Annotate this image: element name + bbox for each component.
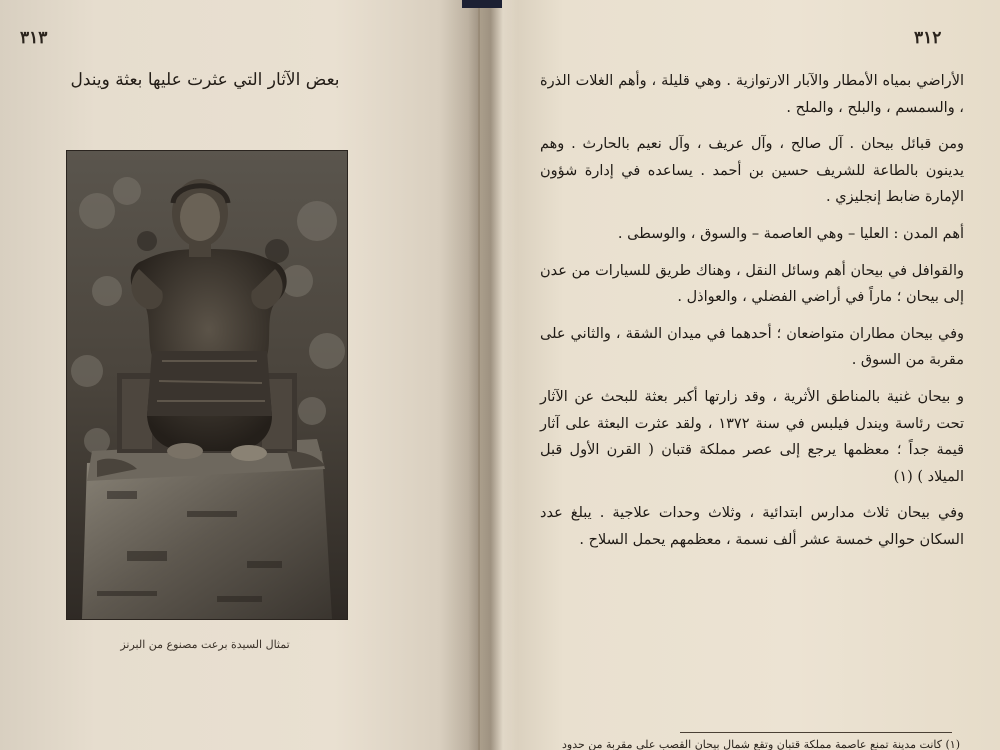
- paragraph: ومن قبائل بيحان . آل صالح ، وآل عريف ، وآل نعيم بالحارث . وهم يدينون بالطاعة للشريف حسين بن أحمد . يساعده في إدارة شؤون الإمارة ضابط إنجليزي .: [540, 136, 964, 206]
- paragraph: وفي بيحان مطاران متواضعان ؛ أحدهما في ميدان الشقة ، والثاني على مقربة من السوق .: [540, 325, 964, 369]
- page-number-right: ٣١٢: [914, 28, 942, 48]
- footnote: (١) كانت مدينة تمنع عاصمة مملكة قتبان وتقع شمال بيحان القصب على مقربة من حدود: [561, 738, 960, 750]
- page-number-left: ٣١٣: [20, 28, 48, 48]
- body-text: [540, 68, 964, 564]
- footnote-divider: [680, 732, 952, 733]
- book-cover-edge: [462, 0, 502, 8]
- paragraph: والقوافل في بيحان أهم وسائل النقل ، وهناك طريق للسيارات من عدن إلى بيحان ؛ ماراً في أراضي الفضلي ، والعواذل .: [540, 262, 964, 306]
- paragraph: وفي بيحان ثلاث مدارس ابتدائية ، وثلاث وحدات علاجية . يبلغ عدد السكان حوالي خمسة عشر ألف نسمة ، معظمهم يحمل السلاح .: [540, 505, 964, 548]
- paragraph: الأراضي بمياه الأمطار والآبار الارتوازية . وهي قليلة ، وأهم الغلات الذرة ، والسمسم ، والبلح ، والملح .: [540, 73, 964, 116]
- statue-photo: [66, 150, 348, 620]
- statue-photo-image: [67, 151, 347, 619]
- photo-caption: تمثال السيدة برعت مصنوع من البرنز: [120, 638, 290, 651]
- left-page: [0, 0, 478, 750]
- figure-heading: بعض الآثار التي عثرت عليها بعثة ويندل: [70, 70, 340, 90]
- right-page: [478, 0, 1000, 750]
- paragraph: و بيحان غنية بالمناطق الأثرية ، وقد زارتها أكبر بعثة للبحث عن الآثار تحت رئاسة ويندل فيلبس في سنة ١٣٧٢ ، ولقد عثرت البعثة على آثار قيمة جداً ؛ معظمها يرجع إلى عصر مملكة قتبان ( القرن الأول قبل الميلاد ) (١): [540, 388, 965, 485]
- paragraph: أهم المدن : العليا – وهي العاصمة – والسوق ، والوسطى .: [617, 225, 964, 242]
